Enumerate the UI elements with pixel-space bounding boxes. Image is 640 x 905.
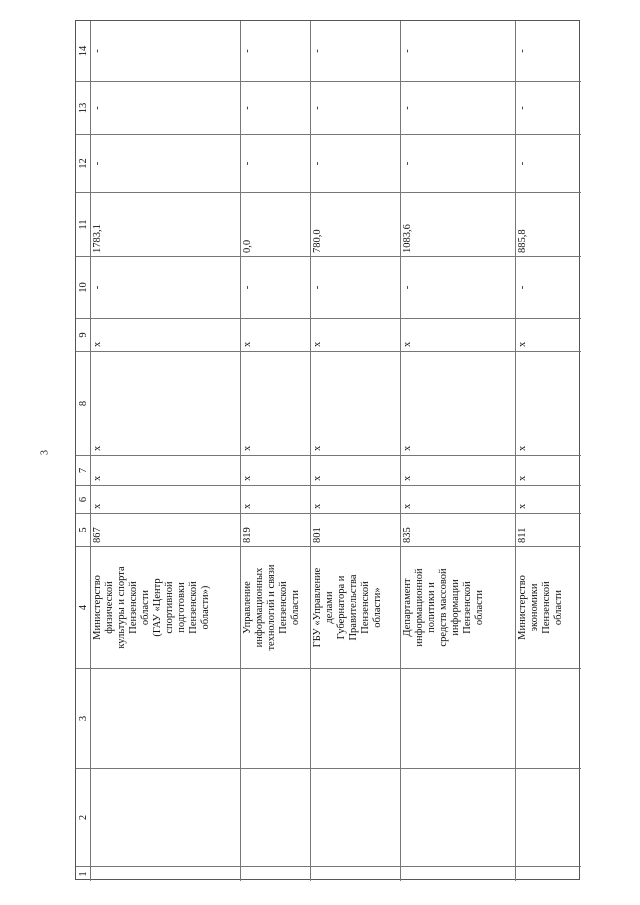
table-cell: 1783,1	[91, 192, 240, 256]
table-cell: x	[241, 351, 310, 455]
table-cell	[516, 768, 581, 866]
table-cell: 0,0	[241, 192, 310, 256]
code-cell: 819	[241, 513, 310, 546]
table-cell: -	[401, 81, 515, 134]
table-cell: x	[311, 318, 400, 351]
table-cell	[401, 768, 515, 866]
column-number-header: 12	[76, 134, 90, 192]
column-number-header: 7	[76, 455, 90, 485]
organization-name-cell: Департамент информационной политики и средств массовой информации Пензенской области	[401, 546, 515, 668]
table-cell	[91, 768, 240, 866]
table-cell	[91, 668, 240, 768]
table-cell: -	[516, 134, 581, 192]
column-number-header: 5	[76, 513, 90, 546]
table-cell	[516, 866, 581, 881]
code-cell: 835	[401, 513, 515, 546]
table-cell: x	[311, 485, 400, 513]
column-number-header: 6	[76, 485, 90, 513]
column-number-header: 8	[76, 351, 90, 455]
table-cell: -	[241, 134, 310, 192]
table-row	[516, 21, 581, 881]
table-cell: -	[311, 256, 400, 318]
table-cell: -	[92, 49, 103, 53]
table-cell: -	[242, 49, 253, 53]
table-cell: -	[402, 49, 413, 53]
column-number-header: 1	[76, 866, 90, 881]
table-cell: x	[241, 455, 310, 485]
column-number-header: 13	[76, 81, 90, 134]
table-cell: x	[401, 455, 515, 485]
table-cell: -	[311, 81, 400, 134]
table-cell: x	[401, 318, 515, 351]
table-row	[91, 21, 241, 881]
column-number-header: 4	[76, 546, 90, 668]
table-row	[401, 21, 516, 881]
table-cell: -	[311, 134, 400, 192]
table-cell: -	[401, 134, 515, 192]
code-cell: 801	[311, 513, 400, 546]
column-number-header: 11	[76, 192, 90, 256]
table-cell: x	[91, 318, 240, 351]
column-number-header: 9	[76, 318, 90, 351]
organization-name-cell: Министерство экономики Пензенской области	[516, 546, 581, 668]
header-row	[76, 21, 91, 881]
table-cell: x	[311, 455, 400, 485]
table-cell	[311, 668, 400, 768]
table-cell: x	[516, 351, 581, 455]
table-cell	[311, 768, 400, 866]
code-cell: 811	[516, 513, 581, 546]
table-cell: x	[91, 351, 240, 455]
table-cell: x	[516, 485, 581, 513]
table-cell: x	[401, 351, 515, 455]
table-cell	[91, 866, 240, 881]
table-cell	[516, 668, 581, 768]
organization-name-cell: Министерство физической культуры и спорта Пензенской области (ГАУ «Центр спортивной подготовки Пензенской области»)	[91, 546, 240, 668]
table-cell: -	[91, 256, 240, 318]
table-row	[311, 21, 401, 881]
table-row	[241, 21, 311, 881]
column-number-header: 3	[76, 668, 90, 768]
table-cell: x	[241, 318, 310, 351]
table-cell: x	[516, 318, 581, 351]
table-cell: -	[401, 256, 515, 318]
column-number-header: 2	[76, 768, 90, 866]
budget-table	[75, 20, 580, 880]
organization-name-cell: Управление информационных технологий и связи Пензенской области	[241, 546, 310, 668]
table-cell: -	[517, 49, 528, 53]
code-cell: 867	[91, 513, 240, 546]
table-cell: 780,0	[311, 192, 400, 256]
table-cell: x	[311, 351, 400, 455]
table-cell: x	[91, 455, 240, 485]
table-cell: 885,8	[516, 192, 581, 256]
table-cell: -	[91, 81, 240, 134]
table-cell	[241, 768, 310, 866]
table-cell: 1083,6	[401, 192, 515, 256]
organization-name-cell: ГБУ «Управление делами Губернатора и Правительства Пензенской области»	[311, 546, 400, 668]
rotated-table-body	[76, 21, 581, 881]
table-cell: -	[312, 49, 323, 53]
table-cell	[401, 866, 515, 881]
column-number-header: 14	[78, 45, 89, 57]
table-cell: -	[241, 81, 310, 134]
table-cell: -	[91, 134, 240, 192]
table-cell: x	[91, 485, 240, 513]
table-cell	[241, 866, 310, 881]
table-cell	[311, 866, 400, 881]
table-cell	[241, 668, 310, 768]
table-cell: -	[516, 81, 581, 134]
table-cell: -	[516, 256, 581, 318]
table-cell: x	[401, 485, 515, 513]
table-cell	[401, 668, 515, 768]
table-cell: x	[516, 455, 581, 485]
table-cell: x	[241, 485, 310, 513]
page-number: 3	[39, 450, 51, 455]
column-number-header: 10	[76, 256, 90, 318]
table-cell: -	[241, 256, 310, 318]
